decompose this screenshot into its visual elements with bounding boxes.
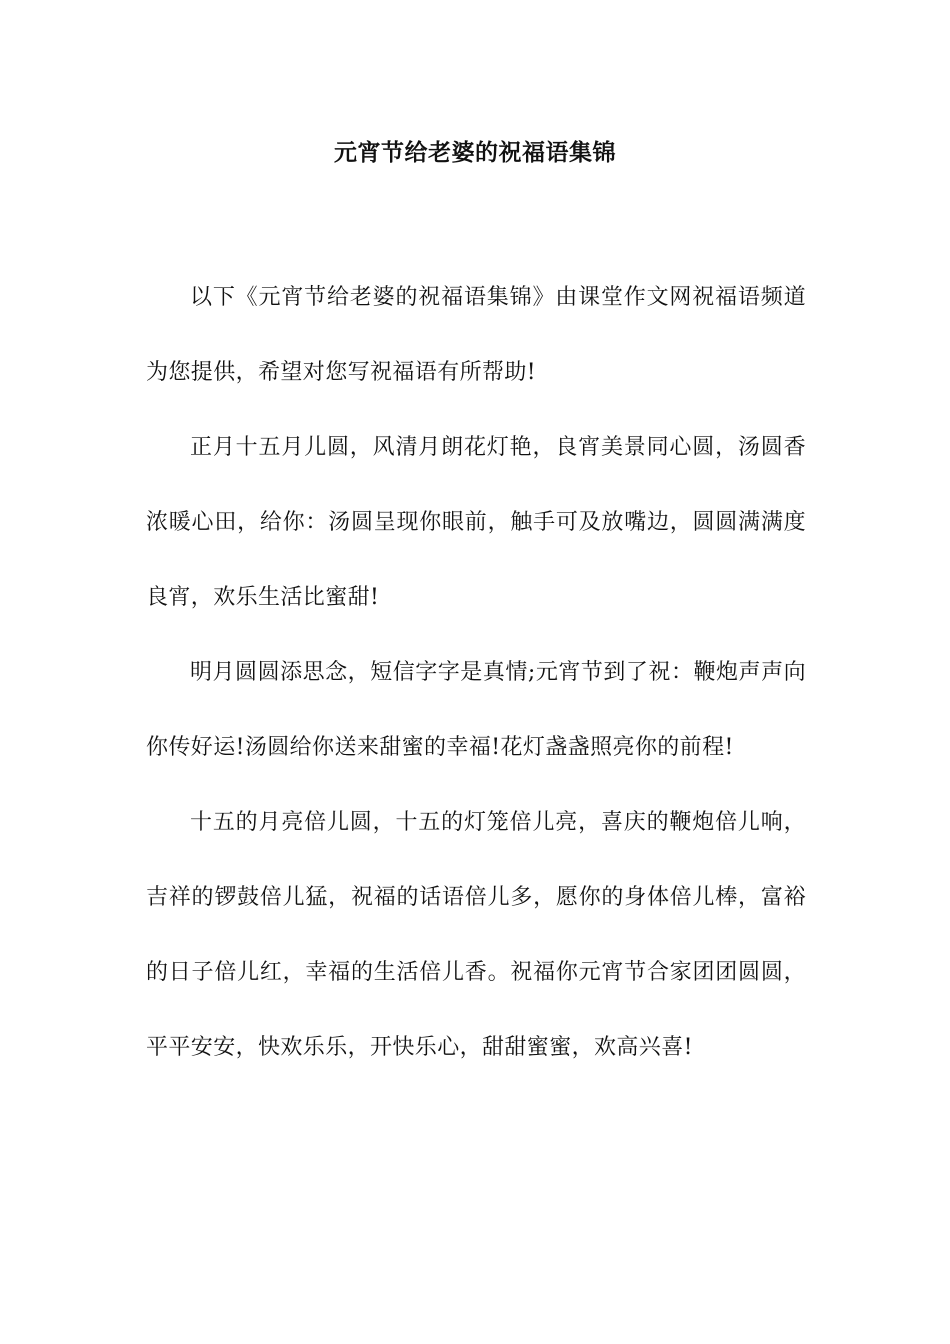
- paragraph-greeting-3: 十五的月亮倍儿圆，十五的灯笼倍儿亮，喜庆的鞭炮倍儿响，吉祥的锣鼓倍儿猛，祝福的话语倍儿多，愿你的身体倍儿棒，富裕的日子倍儿红，幸福的生活倍儿香。祝福你元宵节合家团团圆圆，平平安安，快欢乐乐，开快乐心，甜甜蜜蜜，欢高兴喜!: [146, 810, 806, 1060]
- document-title: 元宵节给老婆的祝福语集锦: [334, 139, 616, 166]
- paragraph-intro: 以下《元宵节给老婆的祝福语集锦》由课堂作文网祝福语频道为您提供，希望对您写祝福语有所帮助!: [146, 285, 806, 385]
- paragraph-greeting-2: 明月圆圆添思念，短信字字是真情;元宵节到了祝：鞭炮声声向你传好运!汤圆给你送来甜蜜的幸福!花灯盏盏照亮你的前程!: [146, 660, 806, 760]
- paragraph-greeting-1: 正月十五月儿圆，风清月朗花灯艳，良宵美景同心圆，汤圆香浓暖心田，给你：汤圆呈现你眼前，触手可及放嘴边，圆圆满满度良宵，欢乐生活比蜜甜!: [146, 435, 806, 610]
- document-body: [146, 260, 806, 1085]
